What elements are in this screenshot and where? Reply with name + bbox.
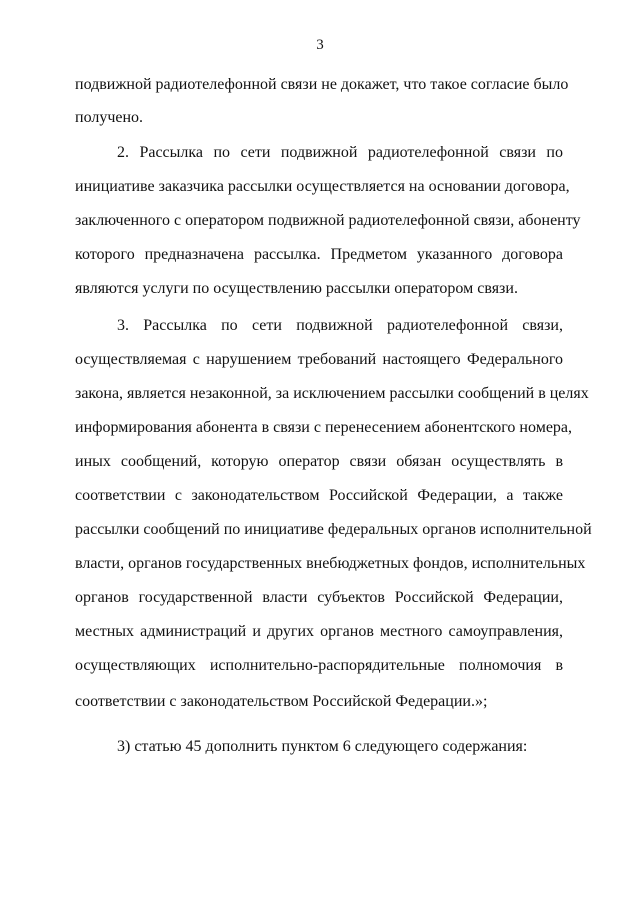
text-line: 2. Рассылка по сети подвижной радиотелефонной связи по xyxy=(117,144,563,161)
text-line: подвижной радиотелефонной связи не докажет, что такое согласие было xyxy=(75,76,569,93)
text-line: власти, органов государственных внебюджетных фондов, исполнительных xyxy=(75,555,586,572)
text-line: являются услуги по осуществлению рассылки оператором связи. xyxy=(75,280,518,297)
text-line: 3. Рассылка по сети подвижной радиотелефонной связи, xyxy=(117,317,563,334)
text-line: рассылки сообщений по инициативе федеральных органов исполнительной xyxy=(75,521,592,538)
text-line: иных сообщений, которую оператор связи обязан осуществлять в xyxy=(75,453,563,470)
text-line: получено. xyxy=(75,109,144,126)
text-line: органов государственной власти субъектов Российской Федерации, xyxy=(75,589,563,606)
text-line: соответствии с законодательством Российской Федерации.»; xyxy=(75,693,488,710)
text-line: осуществляемая с нарушением требований настоящего Федерального xyxy=(75,351,563,368)
text-line: информирования абонента в связи с перенесением абонентского номера, xyxy=(75,419,573,436)
text-line: соответствии с законодательством Российской Федерации, а также xyxy=(75,487,563,504)
text-line: 3) статью 45 дополнить пунктом 6 следующего содержания: xyxy=(117,738,528,755)
text-line: местных администраций и других органов местного самоуправления, xyxy=(75,623,563,640)
page-number: 3 xyxy=(316,37,324,53)
text-line: заключенного с оператором подвижной радиотелефонной связи, абоненту xyxy=(75,212,581,229)
text-line: осуществляющих исполнительно-распорядительные полномочия в xyxy=(75,657,563,674)
text-line: закона, является незаконной, за исключением рассылки сообщений в целях xyxy=(75,385,589,402)
text-line: которого предназначена рассылка. Предметом указанного договора xyxy=(75,246,563,263)
text-line: инициативе заказчика рассылки осуществляется на основании договора, xyxy=(75,178,570,195)
